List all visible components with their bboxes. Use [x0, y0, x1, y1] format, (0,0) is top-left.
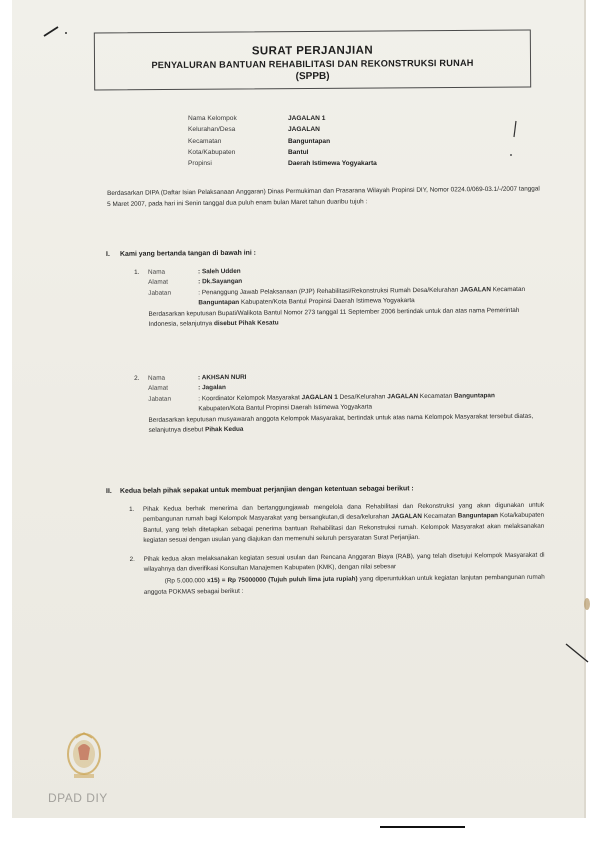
text: yang diperuntukkan untuk kegiatan lanjutan pembangunan rumah anggota POKMAS sebagai berikut : — [143, 574, 545, 596]
section-2-title: Kedua belah pihak sepakat untuk membuat perjanjian dengan ketentuan sebagai berikut : — [119, 485, 414, 495]
info-value: Daerah Istimewa Yogyakarta — [288, 160, 377, 168]
info-value: Banguntapan — [288, 137, 331, 145]
text: Pihak kedua akan melaksanakan kegiatan sesuai usulan dan Rencana Anggaran Biaya (RAB), yang telah disetujui Kelompok Masyarakat di wilayahnya dan diverifikasi Konsultan Manajemen Kabupaten (KMK), dengan nilai sebesar — [143, 551, 545, 573]
party-2-address-label: Alamat — [148, 385, 169, 393]
party-1-number: 1. — [134, 268, 140, 276]
district-name: Banguntapan — [198, 299, 240, 307]
info-label: Kelurahan/Desa — [188, 126, 236, 134]
ink-dot — [510, 154, 512, 156]
village-name: JAGALAN — [387, 392, 419, 401]
title-line-1: SURAT PERJANJIAN — [251, 44, 374, 58]
info-value: JAGALAN 1 — [288, 115, 326, 122]
info-label: Kota/Kabupaten — [188, 148, 236, 156]
spacer — [134, 278, 148, 289]
section-1-number: I. — [106, 250, 110, 258]
party-2-note — [148, 411, 542, 436]
info-label: Nama Kelompok — [188, 115, 237, 122]
party-1-address-label: Alamat — [148, 279, 169, 287]
pen-mark — [42, 24, 70, 38]
district-name: Banguntapan — [457, 512, 499, 520]
list-item — [129, 501, 544, 547]
party-2-address: : Jagalan — [198, 384, 226, 392]
item-number: 1. — [129, 505, 135, 513]
section-1-title: Kami yang bertanda tangan di bawah ini : — [119, 249, 256, 258]
section-2-number: II. — [106, 487, 112, 495]
text: Pihak Kedua berhak menerima dan bertanggungjawab mengelola dana Rehabilitasi dan Rekonstruksi yang akan digunakan untuk pembangunan rumah bagi Kelompok Masyarakat yang bersangkutan,di desa/kelurahan — [143, 501, 545, 524]
party-2-designation: Pihak Kedua — [205, 425, 244, 434]
info-value: JAGALAN — [288, 126, 320, 134]
paper-stain — [584, 598, 590, 610]
village-name: JAGALAN — [391, 513, 422, 521]
district-name: Banguntapan — [453, 392, 495, 400]
pen-slash-mark — [564, 642, 590, 664]
party-2-number: 2. — [134, 374, 140, 382]
spacer — [134, 289, 148, 310]
party-1 — [134, 264, 543, 331]
info-label: Kecamatan — [188, 137, 222, 145]
village-name: JAGALAN — [460, 286, 491, 294]
party-1-name: : Saleh Udden — [198, 267, 241, 276]
pen-tick-mark — [512, 120, 518, 138]
party-1-position-label: Jabatan — [148, 289, 172, 297]
text: Berdasarkan keputusan musyawarah anggota Kelompok Masyarakat, bertindak untuk atas nama Kelompok Masyarakat tersebut diatas, selanjutnya disebut — [148, 412, 534, 434]
amount-line — [144, 573, 545, 598]
title-line-3: (SPPB) — [295, 70, 330, 83]
party-2 — [134, 370, 543, 437]
party-1-address: : Dk.Sayangan — [198, 278, 243, 286]
info-row — [188, 147, 488, 158]
item-text — [143, 501, 544, 547]
footer-rule — [380, 826, 465, 828]
spacer — [134, 395, 148, 416]
item-text — [144, 550, 545, 598]
title-box — [94, 29, 531, 90]
dpad-logo-icon — [64, 730, 104, 782]
info-value: Bantul — [288, 148, 309, 156]
group-info — [188, 113, 488, 169]
text: (Rp 5.000.000 — [164, 577, 208, 586]
party-1-designation: disebut Pihak Kesatu — [213, 319, 279, 328]
text: Kabupaten/Kota Bantul Propinsi Daerah Istimewa Yogyakarta — [239, 297, 415, 307]
watermark: DPAD DIY — [48, 791, 108, 805]
info-label: Propinsi — [188, 160, 212, 168]
text: Berdasarkan keputusan Bupati/Walikota Bantul Nomor 273 tanggal 11 September 2006 bertindak untuk dan atas nama Pemerintah Indonesia, selanjutnya — [148, 306, 520, 328]
title-line-2: PENYALURAN BANTUAN REHABILITASI DAN REKONSTRUKSI RUNAH — [151, 57, 474, 71]
text: : Penanggung Jawab Pelaksanaan (PJP) Rehabilitasi/Rekonstruksi Rumah Desa/Kelurahan — [198, 286, 461, 297]
section-2-heading — [106, 485, 414, 495]
party-2-name: : AKHSAN NURI — [198, 373, 247, 382]
text: Kecamatan — [418, 392, 455, 400]
list-item — [130, 550, 545, 598]
intro-paragraph: Berdasarkan DIPA (Daftar Isian Pelaksanaan Anggaran) Dinas Permukiman dan Prasarana Wilayah Propinsi DIY, Nomor 0224.0/069-03.1/-/2007 tanggal 5 Maret 2007, pada hari ini Senin tanggal dua puluh enam bulan Maret tahun duaribu tujuh : — [107, 185, 540, 208]
text: : Koordinator Kelompok Masyarakat — [198, 394, 302, 403]
info-row — [188, 113, 488, 124]
text: Desa/Kelurahan — [337, 393, 388, 401]
spacer — [134, 384, 148, 395]
section-2-list — [129, 501, 545, 607]
document-page — [12, 0, 586, 818]
group-name: JAGALAN 1 — [301, 393, 338, 402]
party-1-name-label: Nama — [148, 268, 166, 276]
text: Kecamatan — [490, 285, 526, 294]
info-row — [188, 158, 488, 169]
info-row — [188, 124, 488, 135]
text: Kabupaten/Kota Bantul Propinsi Daerah Istimewa Yogyakarta — [198, 403, 373, 413]
text: Kecamatan — [421, 512, 458, 521]
amount-value: x15) = Rp 75000000 (Tujuh puluh lima juta rupiah) — [207, 576, 358, 585]
section-1-heading — [106, 250, 256, 258]
text: Kota/kabupaten Bantul, yang telah ditetapkan sebagai penerima bantuan Rehabilitasi dan Rekonstruksi rumah. Kelompok Masyarakat akan melaksanakan kegiatan sesuai dengan usulan yang diajukan dan memenuhi seluruh persyaratan Surat Perjanjian. — [143, 512, 545, 545]
info-row — [188, 136, 488, 147]
party-2-name-label: Nama — [148, 374, 166, 382]
party-1-note — [148, 305, 542, 330]
item-number: 2. — [129, 555, 135, 563]
party-2-position-label: Jabatan — [148, 395, 172, 403]
